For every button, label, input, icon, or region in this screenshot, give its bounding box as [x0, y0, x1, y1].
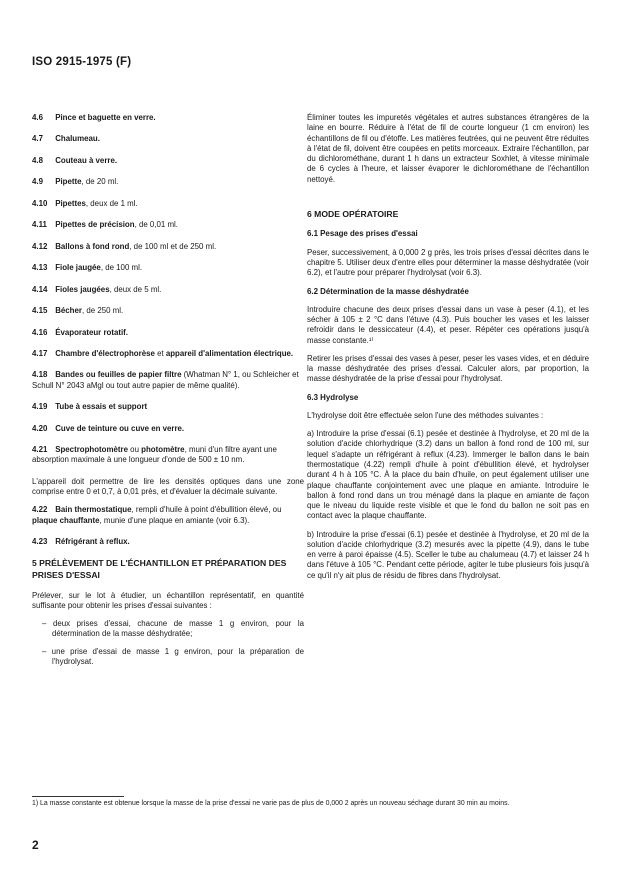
item-text: , deux de 1 ml. — [85, 198, 138, 208]
item-4-22 — [32, 505, 304, 526]
list-item — [32, 177, 304, 187]
item-text: ou — [127, 445, 142, 455]
item-name: Ballons à fond rond — [55, 241, 130, 251]
section-5-dash-1: – deux prises d'essai, chacune de masse 1 g environ, pour la détermination de la masse déshydratée; — [42, 619, 304, 639]
item-text-2: , muni d'un filtre ayant une absorption maximale à une longueur d'onde de 500 ± 10 nm. — [32, 445, 277, 465]
section-6-2-title: 6.2 Détermination de la masse déshydratée — [307, 286, 469, 296]
section-5-dash-2: – une prise d'essai de masse 1 g environ, pour la préparation de l'hydrolysat. — [42, 646, 304, 666]
section-6-2-paragraph-1: Introduire chacune des deux prises d'essai dans un vase à peser (4.1), et les sécher à 105 ± 2 °C dans l'étuve (4.3). Puis boucher les vases et les laisser refroidir dans le dessiccateur (4.4), et peser. Répéter ces opérations jusqu'à masse constante.¹⁾ — [307, 304, 589, 345]
list-item — [32, 445, 304, 466]
item-number: 4.18 — [32, 370, 48, 380]
item-number: 4.9 — [32, 177, 43, 187]
item-name-2: photomètre — [141, 445, 185, 455]
item-name: Pipette — [55, 177, 82, 187]
page-number: 2 — [32, 838, 39, 852]
item-number: 4.6 — [32, 113, 43, 122]
section-6-2-paragraph-2: Retirer les prises d'essai des vases à peser, peser les vases vides, et en déduire la masse déshydratée des prises d'essai. Calculer alors, par proportion, la masse déshydratée de la prise d'essai pour l'hydrolysat. — [307, 353, 589, 384]
item-name: Couteau à verre. — [55, 155, 118, 165]
item-name: Spectrophotomètre — [55, 445, 128, 455]
section-6-1-paragraph: Peser, successivement, à 0,000 2 g près, les trois prises d'essai décrites dans le chapitre 5. Utiliser deux d'entre elles pour déterminer la masse déshydratée (voir 6.2), et l'autre pour préparer l'hydrolysat (voir 6.3). — [307, 247, 589, 278]
list-item — [32, 134, 304, 144]
item-text: , de 0,01 ml. — [134, 220, 178, 230]
section-6-3-paragraph: L'hydrolyse doit être effectuée selon l'une des méthodes suivantes : — [307, 410, 544, 420]
item-4-23 — [32, 537, 304, 547]
item-name: Tube à essais et support — [55, 402, 148, 412]
list-item — [32, 263, 304, 273]
cleaning-paragraph: Éliminer toutes les impuretés végétales et autres substances étrangères de la laine en bourre. Réduire à l'état de fil de courte longueur (1 cm environ) les échantillons de fil ou d'étoffe. Les matières feutrées, qui ne peuvent être réduites à l'état de fil, doivent être coupées en petits morceaux. Extraire l'échantillon, par du dichlorométhane, durant 1 h dans un extracteur Soxhlet, à vitesse minimale de 6 cycles à l'heure, et laisser évaporer le dichlorométhane de l'échantillon nettoyé. — [307, 113, 589, 184]
item-number: 4.14 — [32, 284, 48, 294]
footnote-rule — [32, 796, 124, 797]
item-name: Chambre d'électrophorèse — [55, 348, 155, 358]
list-item — [32, 242, 304, 252]
item-name: Pipettes — [55, 198, 86, 208]
item-text: , de 100 ml. — [100, 263, 143, 273]
equipment-list — [32, 113, 304, 466]
section-5-paragraph: Prélever, sur le lot à étudier, un échantillon représentatif, en quantité suffisante pour obtenir les prises d'essai suivantes : — [32, 590, 304, 610]
item-text: , de 100 ml et de 250 ml. — [129, 241, 217, 251]
list-item — [32, 285, 304, 295]
item-number: 4.17 — [32, 348, 48, 358]
item-name: Cuve de teinture ou cuve en verre. — [55, 423, 185, 433]
item-name: Fiole jaugée — [55, 263, 101, 273]
item-name: Évaporateur rotatif. — [55, 327, 128, 337]
list-item — [32, 220, 304, 230]
footnote: 1) La masse constante est obtenue lorsque la masse de la prise d'essai ne varie pas de plus de 0,000 2 après un nouveau séchage durant 30 min au moins. — [32, 800, 510, 807]
item-number: 4.11 — [32, 220, 47, 230]
item-name-2: appareil d'alimentation électrique. — [165, 348, 294, 358]
item-number: 4.16 — [32, 327, 48, 337]
item-number: 4.20 — [32, 423, 48, 433]
item-number: 4.21 — [32, 445, 48, 455]
item-number: 4.8 — [32, 155, 43, 165]
item-text: (Whatman N° 1, ou Schleicher et Schull N° 2043 aMgl ou tout autre papier de même qualité). — [32, 370, 299, 390]
document-header: ISO 2915-1975 (F) — [32, 56, 132, 68]
list-item — [32, 402, 304, 412]
item-name: Chalumeau. — [55, 134, 100, 144]
item-number: 4.13 — [32, 263, 48, 273]
list-item — [32, 306, 304, 316]
item-text: , de 250 ml. — [81, 306, 124, 316]
list-item — [32, 328, 304, 338]
item-number: 4.10 — [32, 198, 48, 208]
item-name-2: plaque chauffante — [32, 515, 100, 525]
section-6-3-method-a: a) Introduire la prise d'essai (6.1) pesée et destinée à l'hydrolyse, et 20 ml de la solution d'acide chlorhydrique (3.2) dans un ballon à fond rond de 100 ml, sur lequel s'adapte un réfrigérant à reflux (4.23). Immerger le ballon dans le bain thermostatique (4.22) rempli d'huile à point d'ébullition élevé, et hydrolyser durant 4 h à 105 °C. À la place du bain d'huile, on peut également utiliser une plaque chauffante conjointement avec une plaque en amiante. Introduire le ballon à fond rond dans un trou ménagé dans la plaque en amiante de façon que le niveau du liquide reste visible et que le fond du ballon ne soit pas en contact avec la plaque chauffante. — [307, 429, 589, 521]
list-item — [32, 424, 304, 434]
item-number: 4.15 — [32, 306, 48, 316]
list-item — [32, 156, 304, 166]
list-item — [32, 349, 304, 359]
paragraph-4-21-note: L'appareil doit permettre de lire les densités optiques dans une zone comprise entre 0 et 0,7, à 0,01 près, et d'évaluer la décimale suivante. — [32, 476, 304, 497]
item-name: Bécher — [55, 306, 82, 316]
item-number: 4.19 — [32, 402, 48, 412]
item-text: , rempli d'huile à point d'ébullition élevé, ou — [131, 505, 282, 515]
section-6-1-title: 6.1 Pesage des prises d'essai — [307, 229, 418, 239]
item-number: 4.22 — [32, 505, 48, 515]
item-number: 4.12 — [32, 241, 48, 251]
item-name: Pipettes de précision — [55, 220, 135, 230]
section-5-title: 5 PRÉLÈVEMENT DE L'ÉCHANTILLON ET PRÉPARATION DES PRISES D'ESSAI — [32, 558, 287, 581]
item-text: , deux de 5 ml. — [109, 284, 162, 294]
list-item — [32, 199, 304, 209]
item-name: Bandes ou feuilles de papier filtre — [55, 370, 182, 380]
list-item — [32, 113, 304, 123]
item-text: , de 20 ml. — [81, 177, 119, 187]
right-column — [307, 113, 589, 589]
section-6-title: 6 MODE OPÉRATOIRE — [307, 208, 399, 219]
item-text-2: , munie d'une plaque en amiante (voir 6.3). — [99, 515, 250, 525]
item-name: Fioles jaugées — [55, 284, 110, 294]
item-name: Pince et baguette en verre. — [55, 113, 156, 122]
left-column — [32, 113, 304, 674]
item-name: Réfrigérant à reflux. — [55, 537, 130, 547]
section-6-3-method-b: b) Introduire la prise d'essai (6.1) pesée et destinée à l'hydrolyse, et 20 ml de la solution d'acide chlorhydrique (3.2) mesurés avec la pipette (4.9), dans le tube en verre à paroi épaisse (4.5). Sceller le tube au chalumeau (4.7) et laisser 24 h dans l'étuve à 105 °C. Pendant cette période, agiter le tube plusieurs fois jusqu'à ce qu'il n'y ait plus de résidu de fibres dans l'hydrolysat. — [307, 529, 589, 580]
item-number: 4.7 — [32, 134, 43, 144]
item-text: et — [154, 348, 166, 358]
item-number: 4.23 — [32, 537, 48, 547]
item-name: Bain thermostatique — [55, 505, 132, 515]
list-item — [32, 370, 304, 391]
section-6-3-title: 6.3 Hydrolyse — [307, 392, 359, 402]
